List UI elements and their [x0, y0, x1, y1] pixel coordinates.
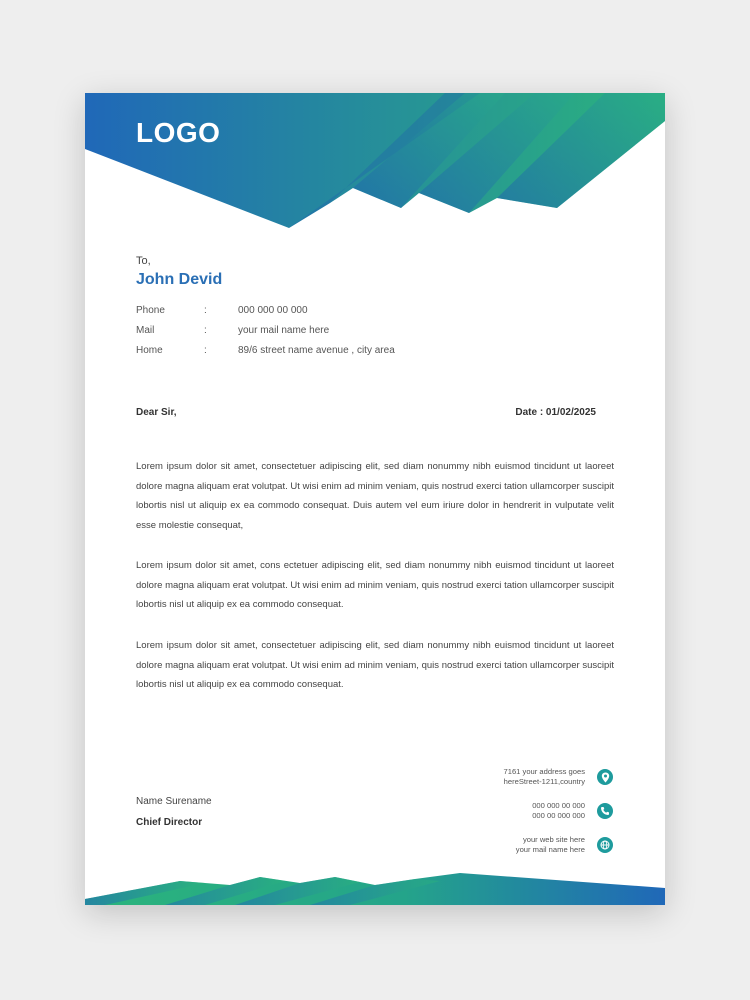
location-pin-icon: [597, 769, 613, 785]
mail-label: Mail: [136, 325, 155, 336]
address-line: 7161 your address goes: [503, 767, 585, 776]
header-gradient-art: [85, 93, 665, 233]
recipient-phone-row: [136, 305, 556, 319]
home-value: 89/6 street name avenue , city area: [238, 345, 395, 356]
phone-value: 000 000 00 000: [238, 305, 308, 316]
signature-name: Name Surename: [136, 796, 212, 807]
phone-line: 000 000 00 000: [532, 801, 585, 810]
letter-date: Date : 01/02/2025: [515, 407, 596, 418]
recipient-name: John Devid: [136, 271, 223, 288]
web-text: [516, 835, 585, 855]
web-line: your mail name here: [515, 845, 585, 854]
phone-icon: [597, 803, 613, 819]
web-line: your web site here: [522, 835, 585, 844]
salutation: Dear Sir,: [136, 407, 177, 418]
mail-separator: :: [204, 325, 207, 336]
body-paragraph: Lorem ipsum dolor sit amet, consectetuer adipiscing elit, sed diam nonummy nibh euismod tincidunt ut laoreet dolore magna aliquam erat volutpat. Ut wisi enim ad minim veniam, quis nostrud exerci tation ullamcorper suscipit lobortis nisl ut aliquip ex ea commodo consequat.: [136, 640, 614, 690]
recipient-mail-row: [136, 325, 556, 339]
footer-gradient-art: [85, 873, 665, 905]
recipient-home-row: [136, 345, 556, 359]
to-label: To,: [136, 255, 151, 267]
address-line: hereStreet-1211,country: [503, 777, 585, 786]
body-paragraph: Lorem ipsum dolor sit amet, consectetuer adipiscing elit, sed diam nonummy nibh euismod tincidunt ut laoreet dolore magna aliquam erat volutpat. Ut wisi enim ad minim veniam, quis nostrud exerci tation ullamcorper suscipit lobortis nisl ut aliquip ex ea commodo consequat. Duis autem vel eum iriure dolor in hendrerit in vulputate velit esse molestie consequat,: [136, 461, 614, 531]
letterhead-page: [85, 93, 665, 905]
body-paragraph: Lorem ipsum dolor sit amet, cons ectetuer adipiscing elit, sed diam nonummy nibh euismod tincidunt ut laoreet dolore magna aliquam erat volutpat. Ut wisi enim ad minim veniam, quis nostrud exerci tation ullamcorper suscipit lobortis nisl ut aliquip ex ea commodo consequat.: [136, 560, 614, 610]
home-separator: :: [204, 345, 207, 356]
phone-text: [532, 801, 585, 821]
phone-line: 000 00 000 000: [532, 811, 585, 820]
logo: LOGO: [136, 117, 221, 148]
signature-title: Chief Director: [136, 817, 203, 828]
phone-label: Phone: [136, 305, 165, 316]
globe-icon: [597, 837, 613, 853]
home-label: Home: [136, 345, 163, 356]
mail-value: your mail name here: [238, 325, 330, 336]
phone-separator: :: [204, 305, 207, 316]
address-text: [504, 767, 585, 787]
